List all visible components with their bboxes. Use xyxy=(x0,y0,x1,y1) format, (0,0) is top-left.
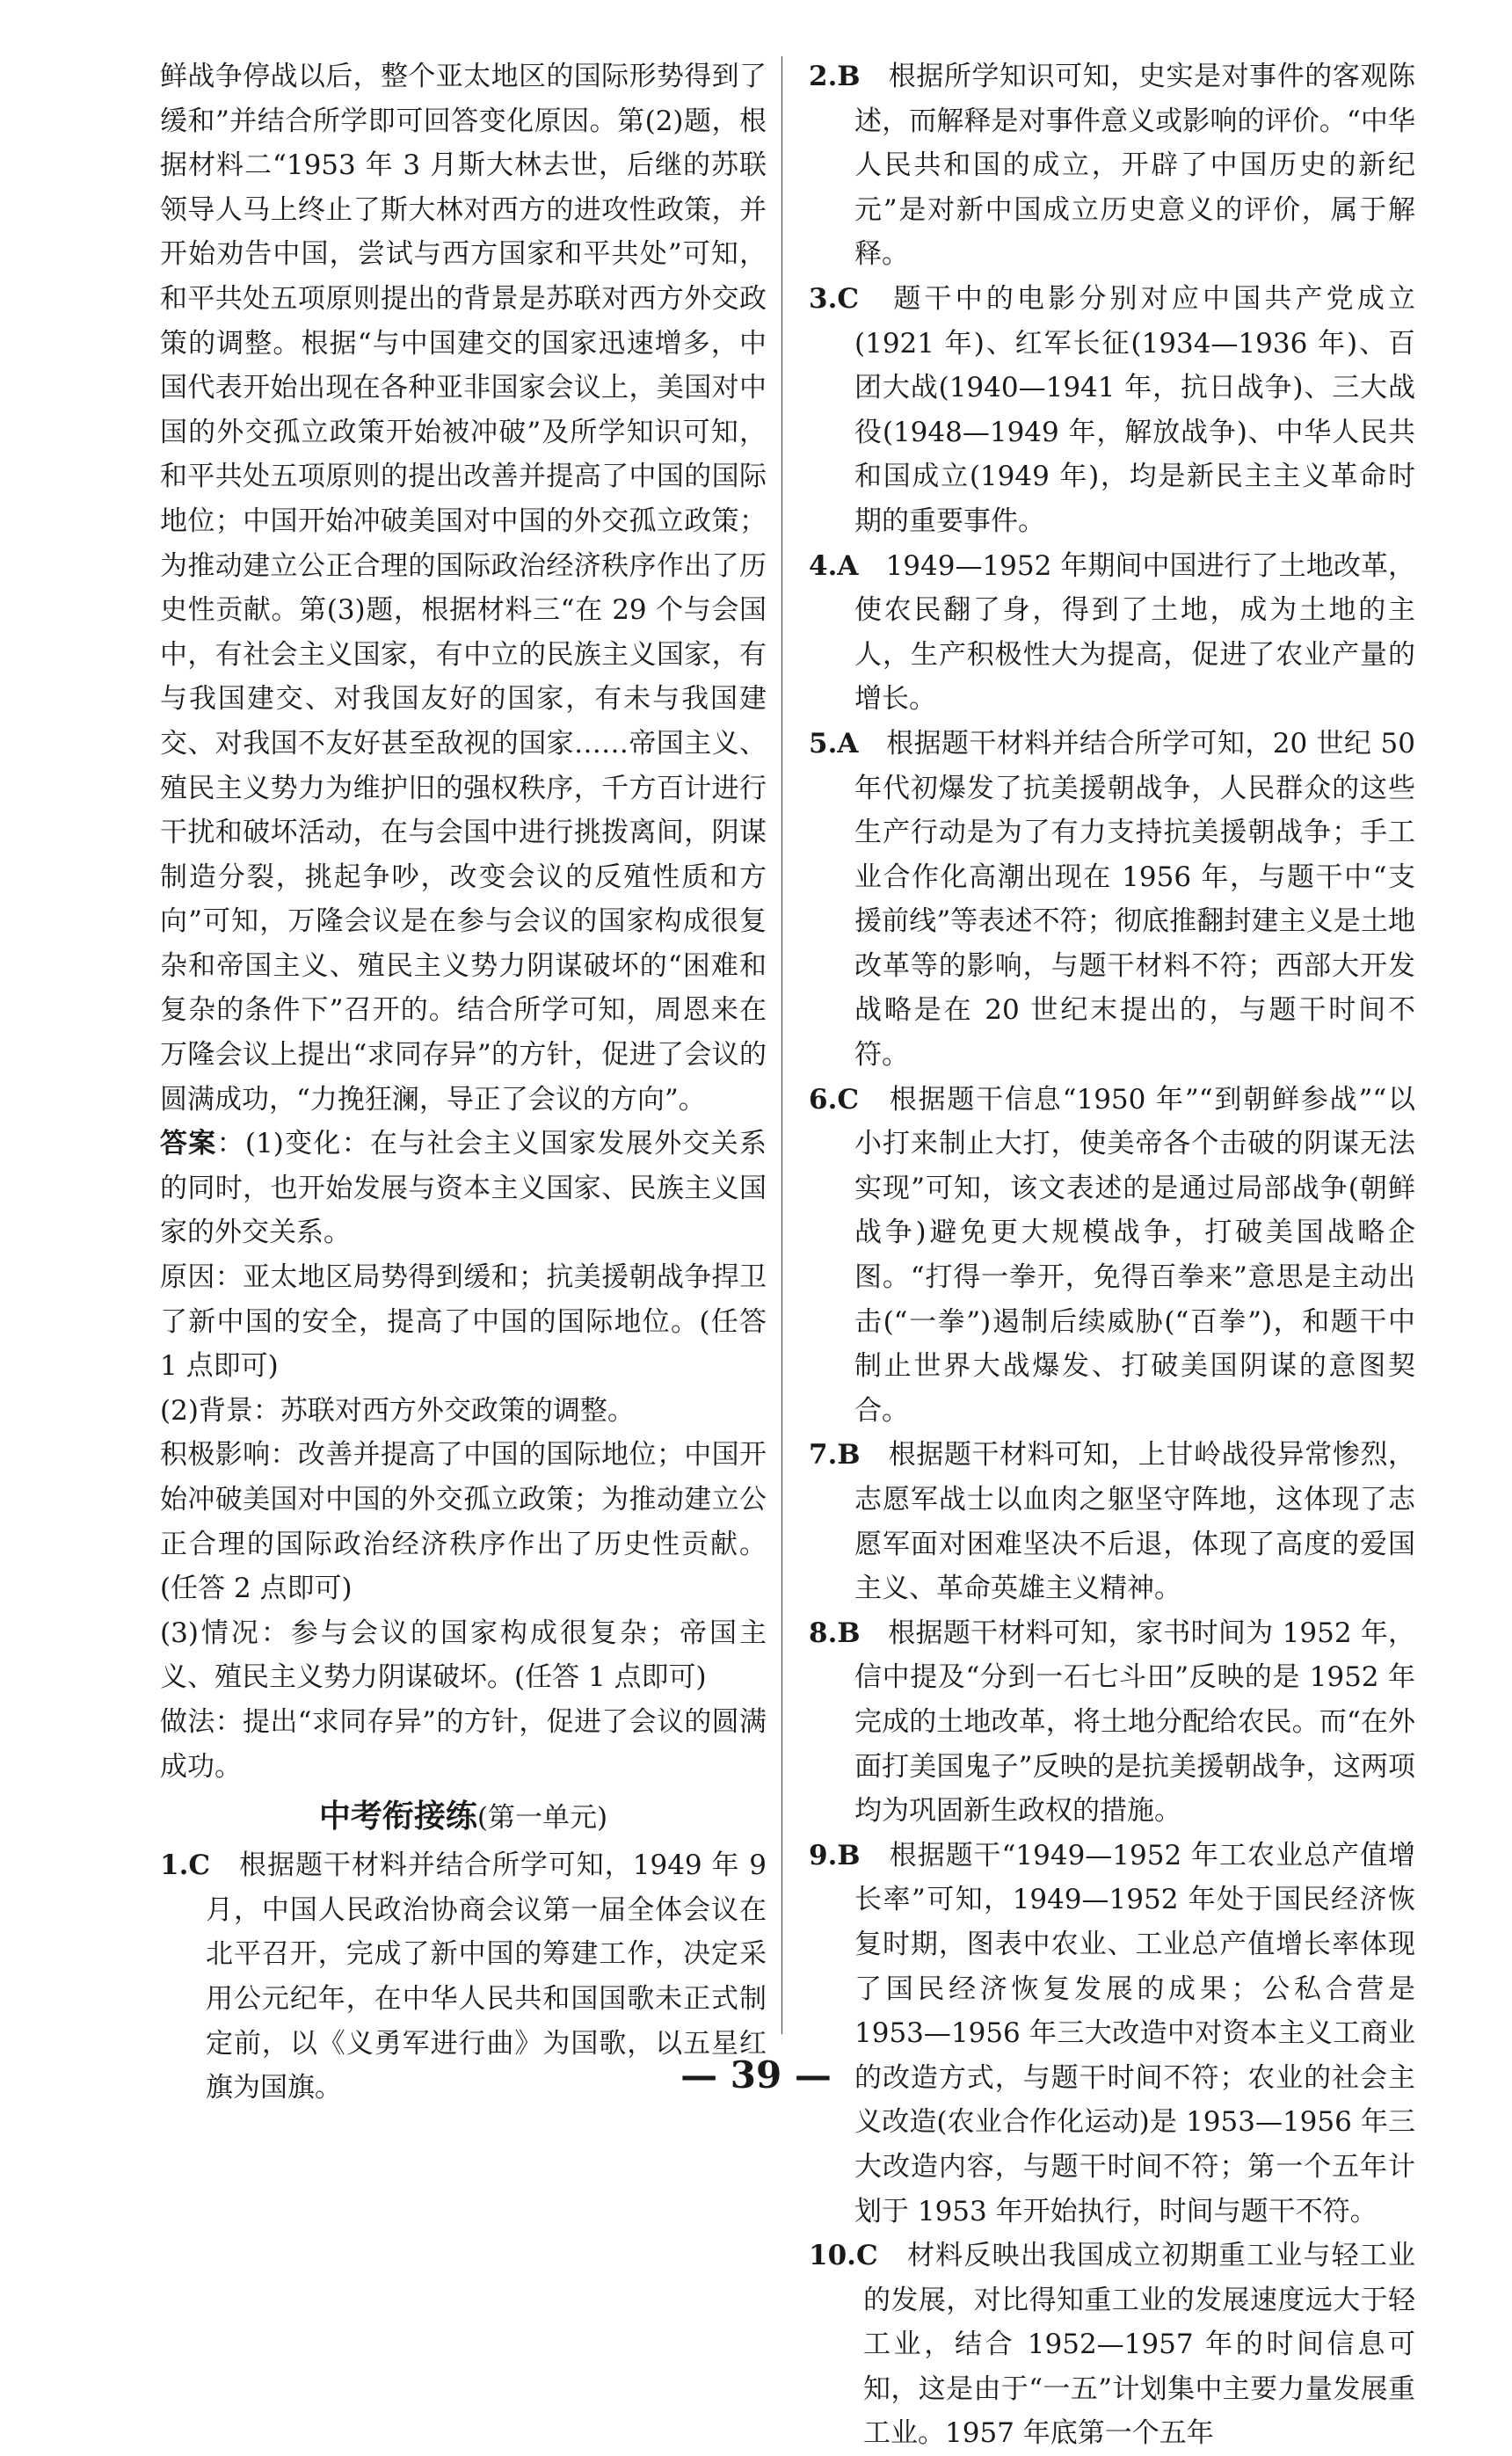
question-9: 9.B 根据题干“1949—1952 年工农业总产值增长率”可知，1949—1952 年处于国民经济恢复时期，图表中农业、工业总产值增长率体现了国民经济恢复发展的成果；公私合营是 1953—1956 年三大改造中对资本主义工商业的改造方式，与题干时间不符；农业的社会主义改造(农业合作化运动)是 1953—1956 年三大改造内容，与题干时间不符；第一个五年计划于 1953 年开始执行，时间与题干不符。 xyxy=(809,1839,1415,2227)
question-5: 5.A 根据题干材料并结合所学可知，20 世纪 50 年代初爆发了抗美援朝战争，人民群众的这些生产行动是为了有力支持抗美援朝战争；手工业合作化高潮出现在 1956 年，与题干中“支援前线”等表述不符；彻底推翻封建主义是土地改革等的影响，与题干材料不符；西部大开发战略是在 20 世纪末提出的，与题干时间不符。 xyxy=(809,727,1415,1072)
answer-label: 答案 xyxy=(160,1128,217,1160)
question-8: 8.B 根据题干材料可知，家书时间为 1952 年，信中提及“分到一石七斗田”反映的是 1952 年完成的土地改革，将土地分配给农民。而“在外面打美国鬼子”反映的是抗美援朝战争，这两项均为巩固新生政权的措施。 xyxy=(809,1617,1416,1827)
question-7: 7.B 根据题干材料可知，上甘岭战役异常惨烈，志愿军战士以血肉之躯坚守阵地，这体现了志愿军面对困难坚决不后退，体现了高度的爱国主义、革命英雄主义精神。 xyxy=(809,1439,1416,1605)
section-subtitle: (第一单元) xyxy=(476,1802,608,1835)
answer-line-4: 积极影响：改善并提高了中国的国际地位；中国开始冲破美国对中国的外交孤立政策；为推动建立公正合理的国际政治经济秩序作出了历史性贡献。(任答 2 点即可) xyxy=(160,1439,767,1605)
page-number: — 39 — xyxy=(680,2053,832,2096)
question-3: 3.C 题干中的电影分别对应中国共产党成立(1921 年)、红军长征(1934—1936 年)、百团大战(1940—1941 年，抗日战争)、三大战役(1948—1949 年，解放战争)、中华人民共和国成立(1949 年)，均是新民主主义革命时期的重要事件。 xyxy=(809,282,1415,537)
section-title: 中考衔接练(第一单元) xyxy=(318,1798,608,1835)
answer-line-2: 原因：亚太地区局势得到缓和；抗美援朝战争捍卫了新中国的安全，提高了中国的国际地位。(任答 1 点即可) xyxy=(160,1261,767,1383)
question-10: 10.C 材料反映出我国成立初期重工业与轻工业的发展，对比得知重工业的发展速度远大于轻工业，结合 1952—1957 年的时间信息可知，这是由于“一五”计划集中主要力量发展重工业。1957 年底第一个五年 xyxy=(809,2240,1416,2450)
question-6: 6.C 根据题干信息“1950 年”“到朝鲜参战”“以小打来制止大打，使美帝各个击破的阴谋无法实现”可知，该文表述的是通过局部战争(朝鲜战争)避免更大规模战争，打破美国战略企图。“打得一拳开，免得百拳来”意思是主动出击(“一拳”)遏制后续威胁(“百拳”)，和题干中制止世界大战爆发、打破美国阴谋的意图契合。 xyxy=(809,1083,1415,1427)
answer-line-6: 做法：提出“求同存异”的方针，促进了会议的圆满成功。 xyxy=(160,1705,767,1783)
answer-line-1: 答案：(1)变化：在与社会主义国家发展外交关系的同时，也开始发展与资本主义国家、民族主义国家的外交关系。 xyxy=(160,1128,767,1249)
question-1: 1.C 根据题干材料并结合所学可知，1949 年 9 月，中国人民政治协商会议第一届全体会议在北平召开，完成了新中国的筹建工作，决定采用公元纪年，在中华人民共和国国歌未正式制定前，以《义勇军进行曲》为国歌，以五星红旗为国旗。 xyxy=(160,1849,767,2104)
answer-line-5: (3)情况：参与会议的国家构成很复杂；帝国主义、殖民主义势力阴谋破坏。(任答 1 点即可) xyxy=(160,1617,767,1694)
left-column xyxy=(160,54,767,2111)
question-4: 4.A 1949—1952 年期间中国进行了土地改革，使农民翻了身，得到了土地，成为土地的主人，生产积极性大为提高，促进了农业产量的增长。 xyxy=(809,549,1415,716)
answer-line-3: (2)背景：苏联对西方外交政策的调整。 xyxy=(160,1394,635,1427)
analysis-continuation: 鲜战争停战以后，整个亚太地区的国际形势得到了缓和”并结合所学即可回答变化原因。第(2)题，根据材料二“1953 年 3 月斯大林去世，后继的苏联领导人马上终止了斯大林对西方的进攻性政策，并开始劝告中国，尝试与西方国家和平共处”可知，和平共处五项原则提出的背景是苏联对西方外交政策的调整。根据“与中国建交的国家迅速增多，中国代表开始出现在各种亚非国家会议上，美国对中国的外交孤立政策开始被冲破”及所学知识可知，和平共处五项原则的提出改善并提高了中国的国际地位；中国开始冲破美国对中国的外交孤立政策；为推动建立公正合理的国际政治经济秩序作出了历史性贡献。第(3)题，根据材料三“在 29 个与会国中，有社会主义国家，有中立的民族主义国家，有与我国建交、对我国友好的国家，有未与我国建交、对我国不友好甚至敌视的国家……帝国主义、殖民主义势力为维护旧的强权秩序，千方百计进行干扰和破坏活动，在与会国中进行挑拨离间，阴谋制造分裂，挑起争吵，改变会议的反殖性质和方向”可知，万隆会议是在参与会议的国家构成很复杂和帝国主义、殖民主义势力阴谋破坏的“困难和复杂的条件下”召开的。结合所学可知，周恩来在万隆会议上提出“求同存异”的方针，促进了会议的圆满成功，“力挽狂澜，导正了会议的方向”。 xyxy=(160,61,767,1115)
column-divider xyxy=(781,56,782,2034)
question-2: 2.B 根据所学知识可知，史实是对事件的客观陈述，而解释是对事件意义或影响的评价。“中华人民共和国的成立，开辟了中国历史的新纪元”是对新中国成立历史意义的评价，属于解释。 xyxy=(809,61,1416,271)
